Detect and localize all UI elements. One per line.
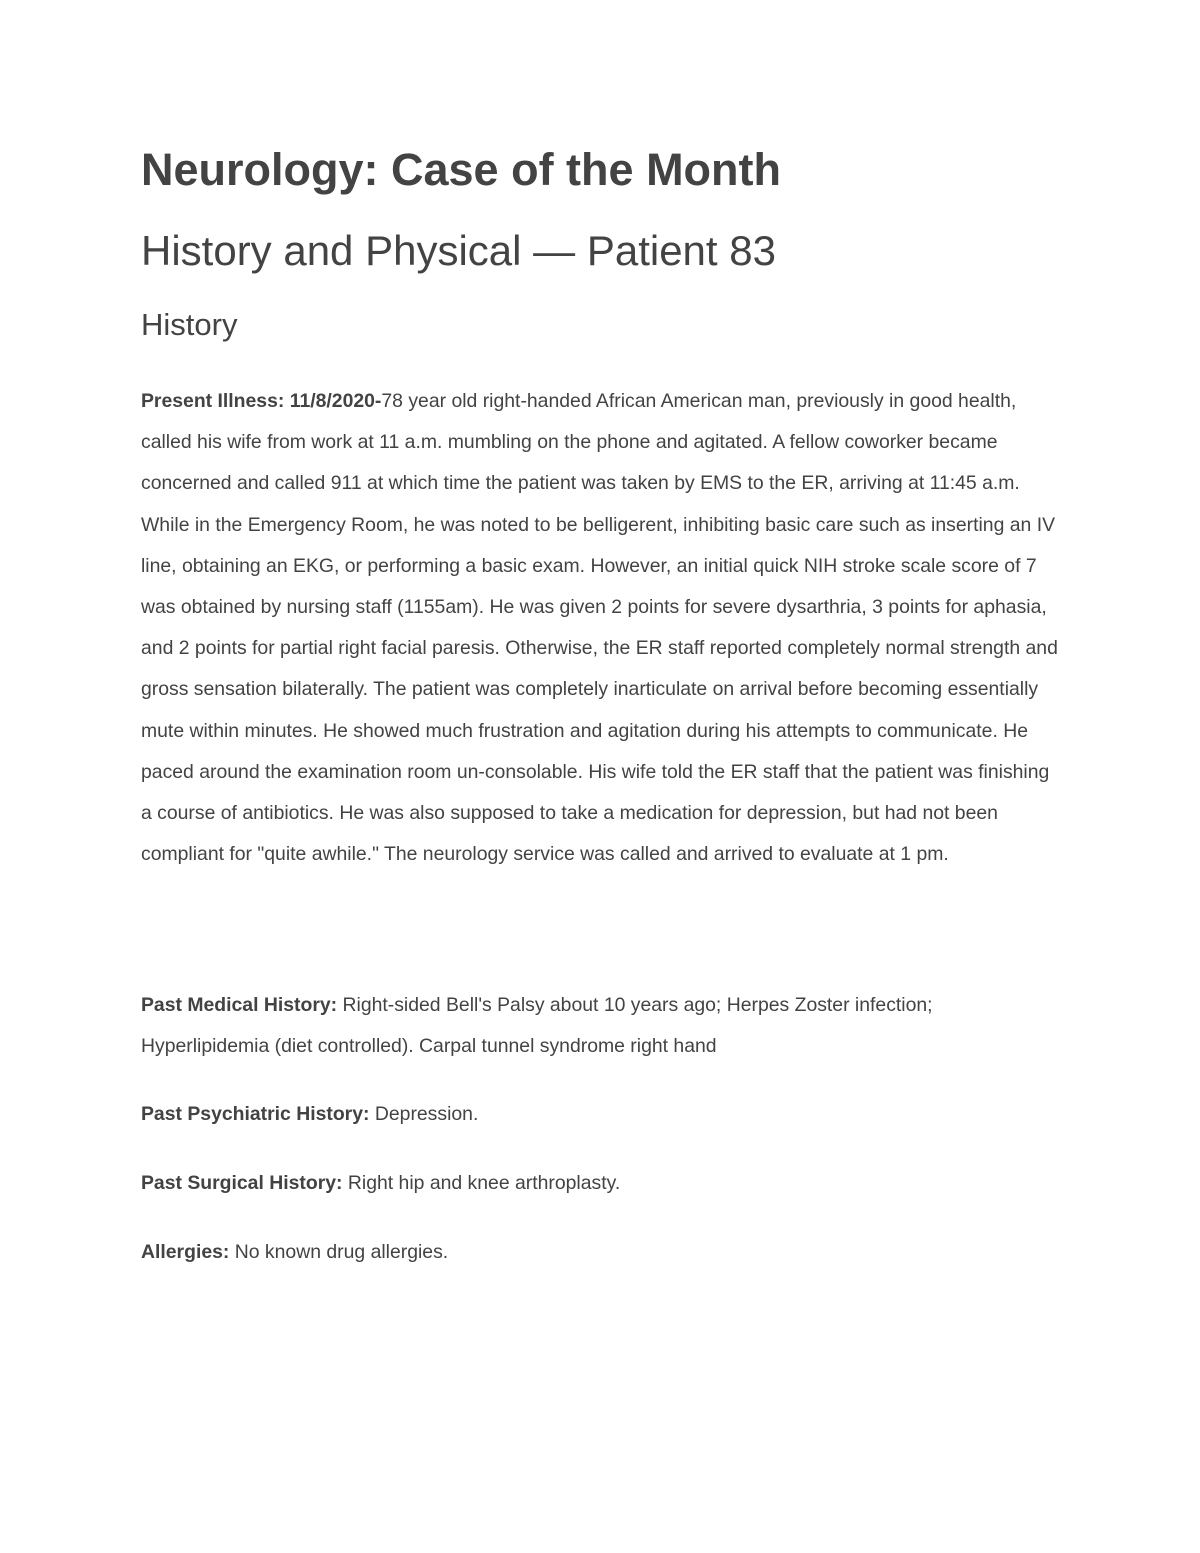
document-subtitle: History and Physical — Patient 83 xyxy=(141,227,776,274)
section-heading-history: History xyxy=(141,307,238,342)
past-surgical-history-text: Right hip and knee arthroplasty. xyxy=(342,1172,621,1194)
allergies-label: Allergies: xyxy=(141,1241,230,1263)
past-medical-history-label: Past Medical History: xyxy=(141,994,338,1016)
past-surgical-history-paragraph xyxy=(141,1163,1061,1204)
past-medical-history-text: Right-sided Bell's Palsy about 10 years ago; Herpes Zoster infection; Hyperlipidemia (diet controlled). Carpal tunnel syndrome right hand xyxy=(141,994,933,1058)
past-psychiatric-history-label: Past Psychiatric History: xyxy=(141,1103,370,1125)
document-title: Neurology: Case of the Month xyxy=(141,144,781,195)
past-psychiatric-history-text: Depression. xyxy=(369,1103,479,1125)
present-illness-text: 78 year old right-handed African American man, previously in good health, called his wife from work at 11 a.m. mumbling on the phone and agitated. A fellow coworker became concerned and called 911 at which time the patient was taken by EMS to the ER, arriving at 11:45 a.m. While in the Emergency Room, he was noted to be belligerent, inhibiting basic care such as inserting an IV line, obtaining an EKG, or performing a basic exam. However, an initial quick NIH stroke scale score of 7 was obtained by nursing staff (1155am). He was given 2 points for severe dysarthria, 3 points for aphasia, and 2 points for partial right facial paresis. Otherwise, the ER staff reported completely normal strength and gross sensation bilaterally. The patient was completely inarticulate on arrival before becoming essentially mute within minutes. He showed much frustration and agitation during his attempts to communicate. He paced around the examination room un-consolable. His wife told the ER staff that the patient was finishing a course of antibiotics. He was also supposed to take a medication for depression, but had not been compliant for "quite awhile." The neurology service was called and arrived to evaluate at 1 pm. xyxy=(141,390,1058,866)
present-illness-paragraph xyxy=(141,381,1061,875)
present-illness-label: Present Illness: xyxy=(141,390,285,412)
allergies-paragraph xyxy=(141,1232,1061,1273)
past-surgical-history-label: Past Surgical History: xyxy=(141,1172,343,1194)
past-medical-history-paragraph xyxy=(141,985,1061,1067)
past-psychiatric-history-paragraph xyxy=(141,1094,1061,1135)
present-illness-date: 11/8/2020- xyxy=(284,390,382,412)
allergies-text: No known drug allergies. xyxy=(229,1241,449,1263)
